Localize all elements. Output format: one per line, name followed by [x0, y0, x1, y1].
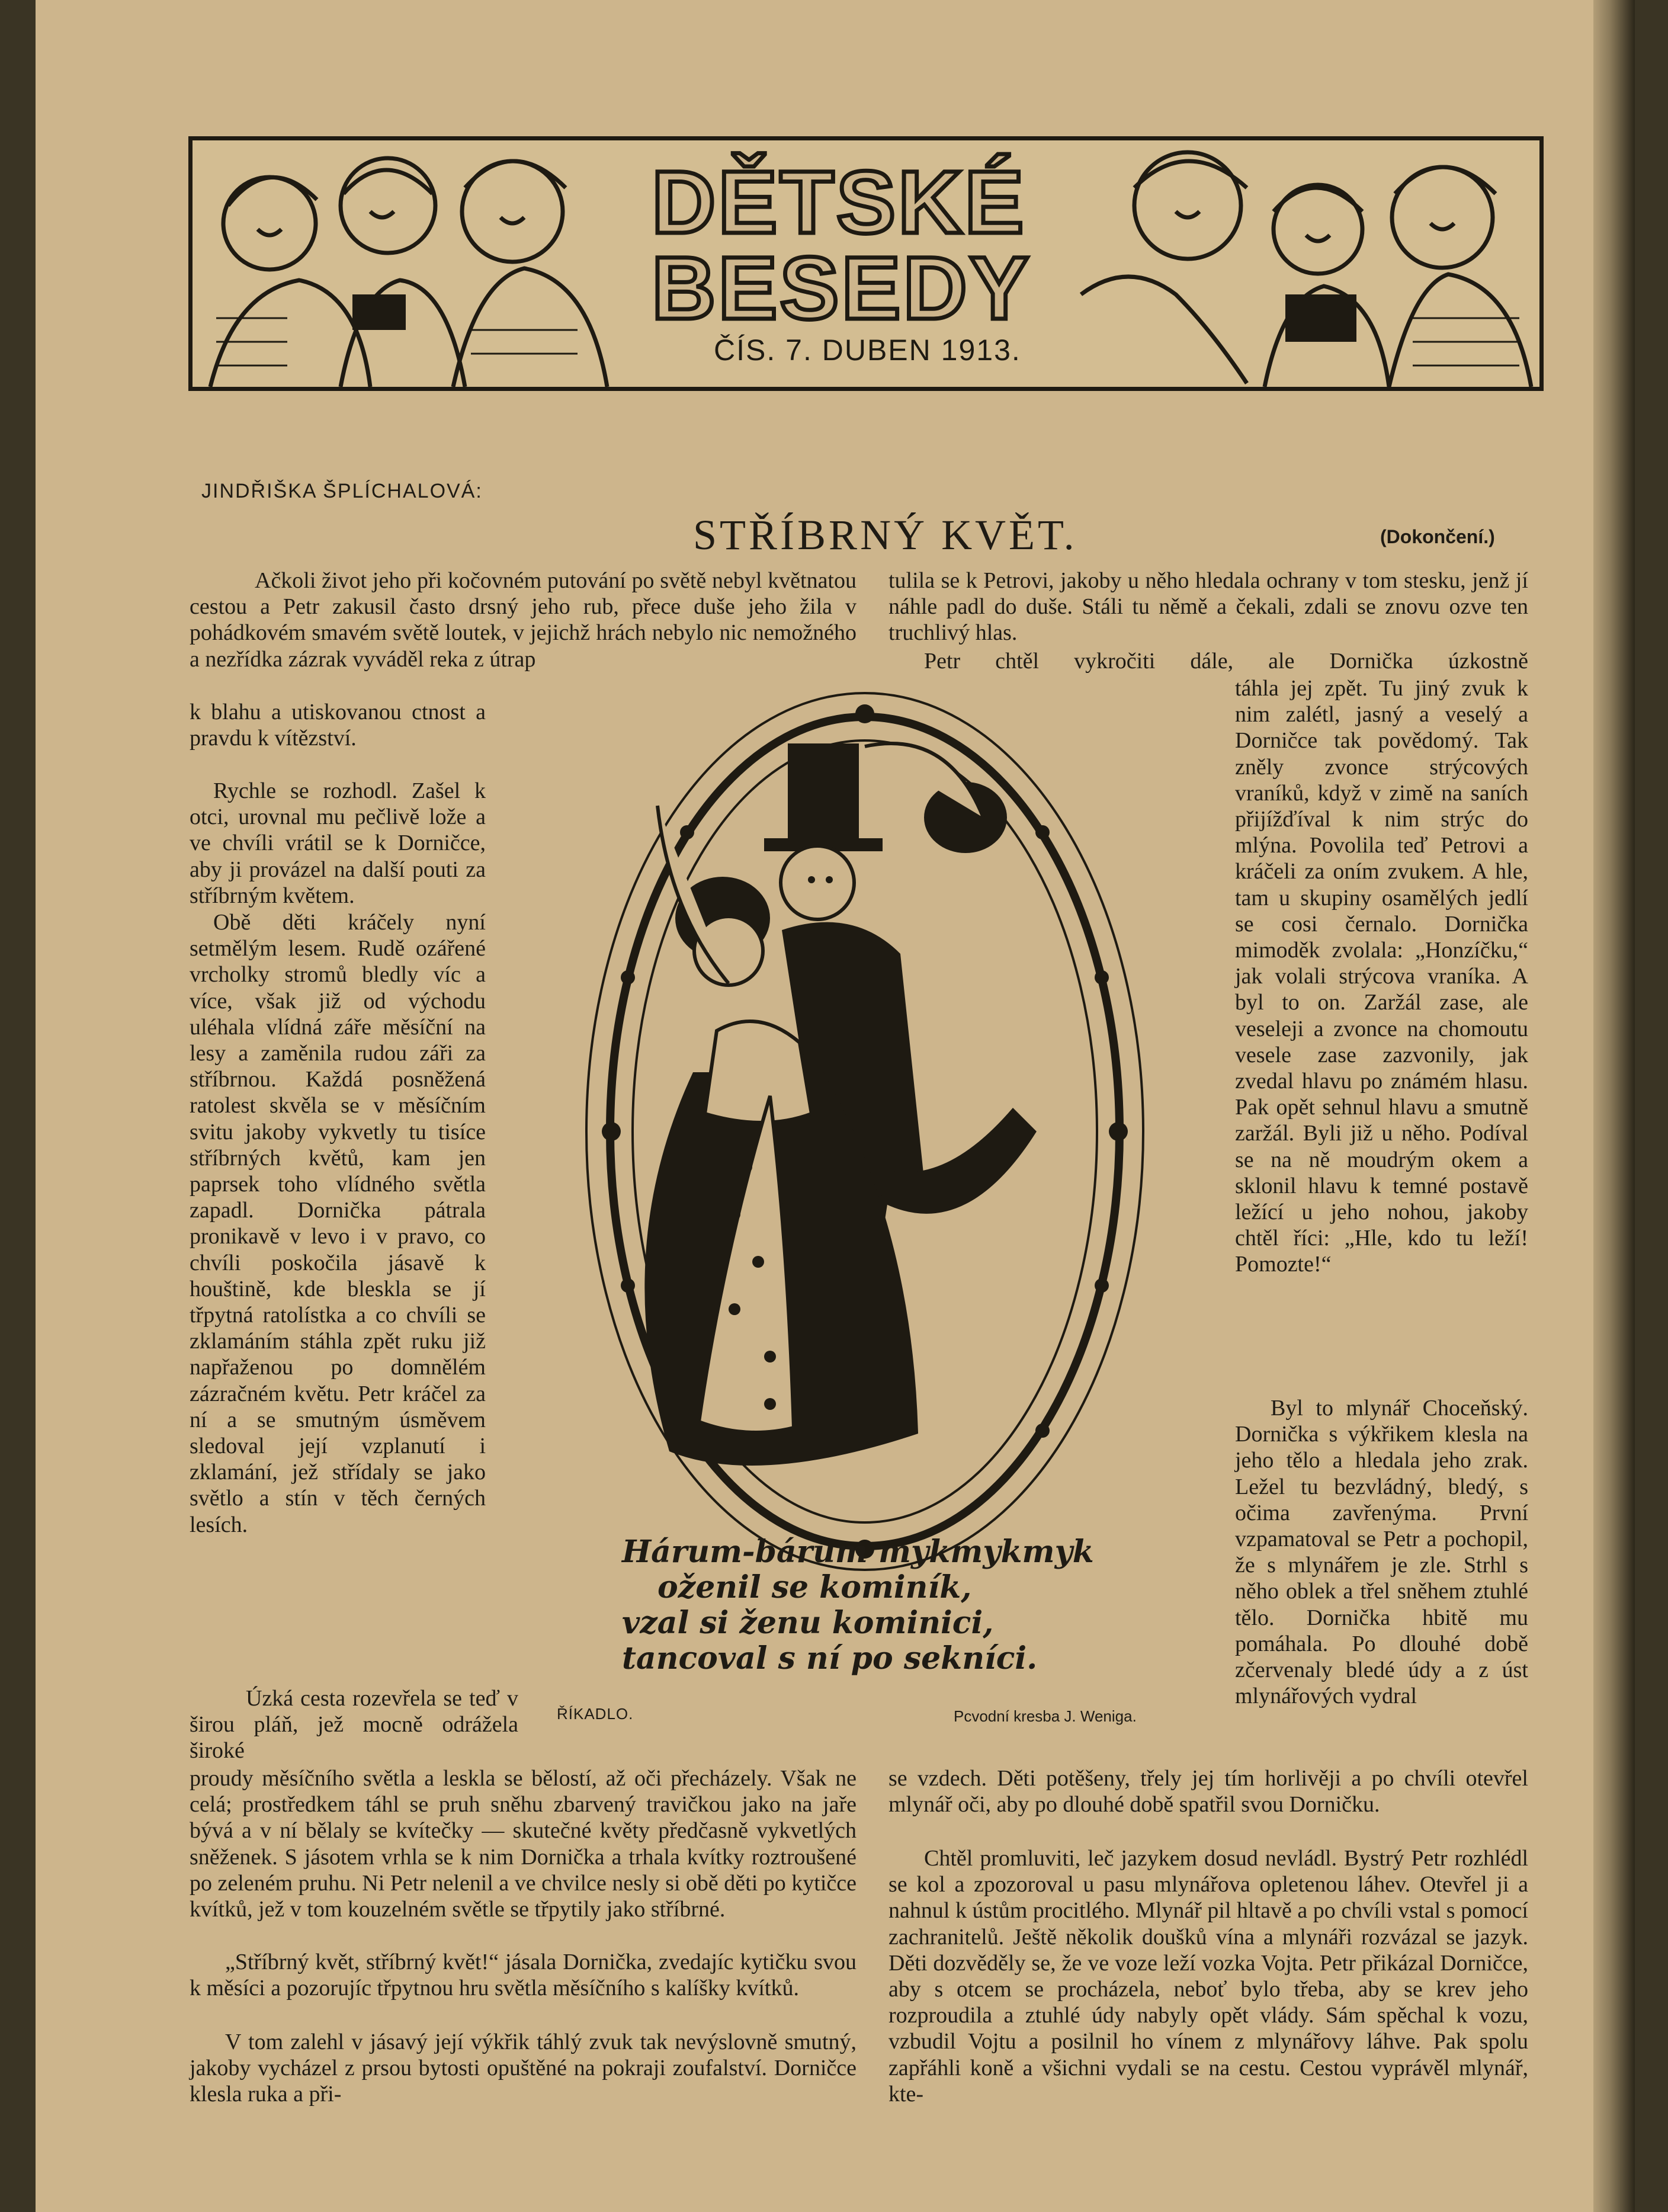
article-author: JINDŘIŠKA ŠPLÍCHALOVÁ:	[201, 480, 483, 502]
paragraph-bottom-right-2: Chtěl promluviti, leč jazykem dosud nevládl. Bystrý Petr rozhlédl se kol a zpozoroval u pasu mlynářova opletenou láhev. Otevřel ji a nahnul k ústům procitlého. Mlynář pil hltavě a po chvíli vstal s pomocí zachranitelů. Ještě několik doušků vína a mlynáři rozvázal se jazyk. Děti dozvěděly se, že ve voze leží vozka Vojta. Petr přikázal Dorničce, aby s otcem se procházela, neboť bylo třeba, aby se krev jeho rozproudila a ztuhlé údy nabyly opět vlády. Sám spěchal k vozu, vzbudil Vojtu a posilnil ho vínem z mlynářovy láhve. Pak spolu zapřáhli koně a všichni vydali se na cestu. Cestou vyprávěl mlynář, kte-	[888, 1846, 1528, 2107]
rhyme-line: tancoval s ní po sekníci.	[622, 1640, 1038, 1676]
paragraph-bottom-left-3: V tom zalehl v jásavý její výkřik táhlý zvuk tak nevýslovně smutný, jakoby vycházel z prsou bytosti opuštěné na pokraji zoufalství. Dorničce klesla ruka a při-	[190, 2030, 857, 2107]
issue-info: ČÍS. 7. DUBEN 1913.	[714, 334, 1021, 367]
magazine-title: DĚTSKÉ BESEDY	[652, 152, 1031, 338]
paragraph-top-right-1: tulila se k Petrovi, jakoby u něho hledala ochrany v tom stesku, jenž jí náhle padl do duše. Stáli tu němě a čekali, zdali se znovu ozve ten truchlivý hlas.	[888, 568, 1528, 646]
article-continuation-note: (Dokončení.)	[1380, 526, 1495, 547]
paragraph-left-1: k blahu a utiskovanou ctnost a pravdu k vítězství.	[190, 700, 486, 751]
article-title: STŘÍBRNÝ KVĚT.	[693, 511, 1077, 559]
illustration-credit: Pcvodní kresba J. Weniga.	[954, 1707, 1137, 1725]
nursery-rhyme	[622, 1534, 1120, 1676]
header-banner	[188, 136, 1544, 391]
paragraph-bottom-left-2: „Stříbrný květ, stříbrný květ!“ jásala Dornička, zvedajíc kytičku svou k měsíci a pozorujíc třpytnou hru světla měsíčního s kalíšky kvítků.	[190, 1950, 857, 2001]
rhyme-line: vzal si ženu kominici,	[622, 1605, 994, 1641]
magazine-page	[36, 0, 1635, 2212]
children-illustration-right-icon	[1069, 140, 1543, 387]
paragraph-top-right-2: Petr chtěl vykročiti dále, ale Dornička úzkostně	[924, 649, 1528, 674]
paragraph-left-3: Obě děti kráčely nyní setmělým lesem. Rudě ozářené vrcholky stromů bledly víc a více, však již od východu uléhala vlídná záře měsíční na lesy a zaměnila rudou záři za stříbrnou. Každá posněžená ratolest skvěla se v měsíčním svitu jakoby vykvetly tu tisíce stříbrných květů, kam jen paprsek toho vlídného světla zapadl. Dornička pátrala pronikavě v levo i v pravo, co chvíli poskočila jásavě k houštině, kde bleskla se jí třpytná ratolístka a co chvíli se zklamáním stáhla zpět ruku již napřaženou po domnělém zázračném květu. Petr kráčel za ní a se smutným úsměvem sledoval její vzplanutí i zklamání, jež střídaly se jako světlo a stín v těch černých lesích.	[190, 910, 486, 1537]
paragraph-right-1: táhla jej zpět. Tu jiný zvuk k nim zalétl, jasný a veselý a Dorničce tak povědomý. Tak zněly zvonce strýcových vraníků, když v zimě na saních přijížďíval k nim strýc do mlýna. Povolila teď Petrovi a kráčeli za oním zvukem. A hle, tam u skupiny osamělých jedlí se cosi černalo. Dornička mimoděk zvolala: „Honzíčku,“ jak volali strýcova vraníka. A byl to on. Zaržál zase, ale veseleji a zvonce na chomoutu vesele zase zazvonily, jak zvedal hlavu po známém hlasu. Pak opět sehnul hlavu a smutně zaržál. Byli již u něho. Podíval se na ně moudrým okem a sklonil hlavu k temné postavě ležící u jeho nohou, jakoby chtěl říci: „Hle, kdo tu leží! Pomozte!“	[1235, 676, 1528, 1277]
page-fold	[1593, 0, 1635, 2212]
paragraph-right-2: Byl to mlynář Choceňský. Dornička s výkřikem klesla na jeho tělo a hledala jeho zrak. Ležel tu bezvládný, bledý, s očima zavřenýma. První vzpamatoval se Petr a pochopil, že s mlynářem je zle. Strhl s něho oblek a třel sněhem ztuhlé tělo. Dornička hbitě mu pomáhala. Po dlouhé době zčervenaly bledé údy a z úst mlynářových vydral	[1235, 1396, 1528, 1709]
rhyme-line: Hárum-bárum mykmykmyk	[622, 1534, 1094, 1570]
paragraph-left-2: Rychle se rozhodl. Zašel k otci, urovnal mu pečlivě lože a ve chvíli vrátil se k Dorničce, aby ji provázel na další pouti za stříbrným květem.	[190, 778, 486, 908]
rhyme-line: oženil se kominík,	[657, 1569, 972, 1605]
paragraph-top-left: Ačkoli život jeho při kočovném putování po světě nebyl květnatou cestou a Petr zakusil často drsný jeho rub, přece duše jeho žila v pohádkovém smavém světě loutek, v jejichž hrách nebylo nic nemožného a nezřídka zázrak vyváděl reka z útrap	[190, 568, 857, 672]
children-illustration-left-icon	[193, 140, 637, 387]
paragraph-bottom-left-1: proudy měsíčního světla a leskla se bělostí, až oči přecházely. Však ne celá; prostředkem táhl se pruh sněhu zbarvený travičkou jako na jaře bývá a v ní bělaly se kvítečky — skutečné květy předčasně vykvetlých sněženek. S jásotem vrhla se k nim Dornička a trhala kvítky roztroušené po zeleném pruhu. Ni Petr nelenil a ve chvilce nesly si obě děti po kytičce kvítků, jež v tom kouzelném světle se třpytily jako stříbrné.	[190, 1766, 857, 1922]
illustration-caption: ŘÍKADLO.	[557, 1705, 634, 1723]
dancing-chimney-sweep-illustration-icon	[557, 681, 1208, 1599]
paragraph-left-4: Úzká cesta rozevřela se teď v širou pláň, jež mocně odrážela široké	[190, 1686, 518, 1764]
paragraph-bottom-right-1: se vzdech. Děti potěšeny, třely jej tím horlivěji a po chvíli otevřel mlynář oči, aby po dlouhé době spatřil svou Dorničku.	[888, 1766, 1528, 1817]
